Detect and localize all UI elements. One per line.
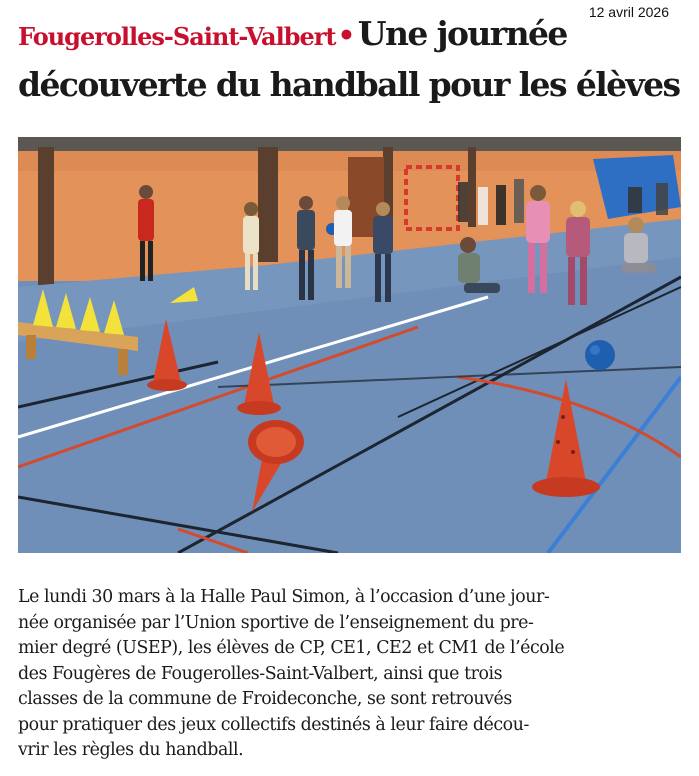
article-title: Une journée découverte du handball pour les élèves [18,14,680,104]
article-body: Le lundi 30 mars à la Halle Paul Simon, à l’occasion d’une jour- née organisée par l’Union sportive de l’enseignement du pre- mier degré (USEP), les élèves de CP, CE1, CE2 et CM1 de l’école des Fougères de Fougerolles-Saint-Valbert, ainsi que trois classes de la commune de Froideconche, se sont retrouvés pour pratiquer des jeux collectifs destinés à leur faire décou- vrir les règles du handball. [18,587,565,760]
wall-pillar [38,147,54,287]
kicker-separator: • [337,19,354,52]
publication-date: 12 avril 2026 [588,4,669,20]
gym-scene-illustration [18,137,681,553]
article-headline [18,10,688,109]
location-kicker: Fougerolles-Saint-Valbert [18,22,336,51]
article-photo [18,137,681,553]
wall-pillar [468,147,476,227]
handball-ball [585,340,615,370]
wall-pillar [258,147,278,262]
